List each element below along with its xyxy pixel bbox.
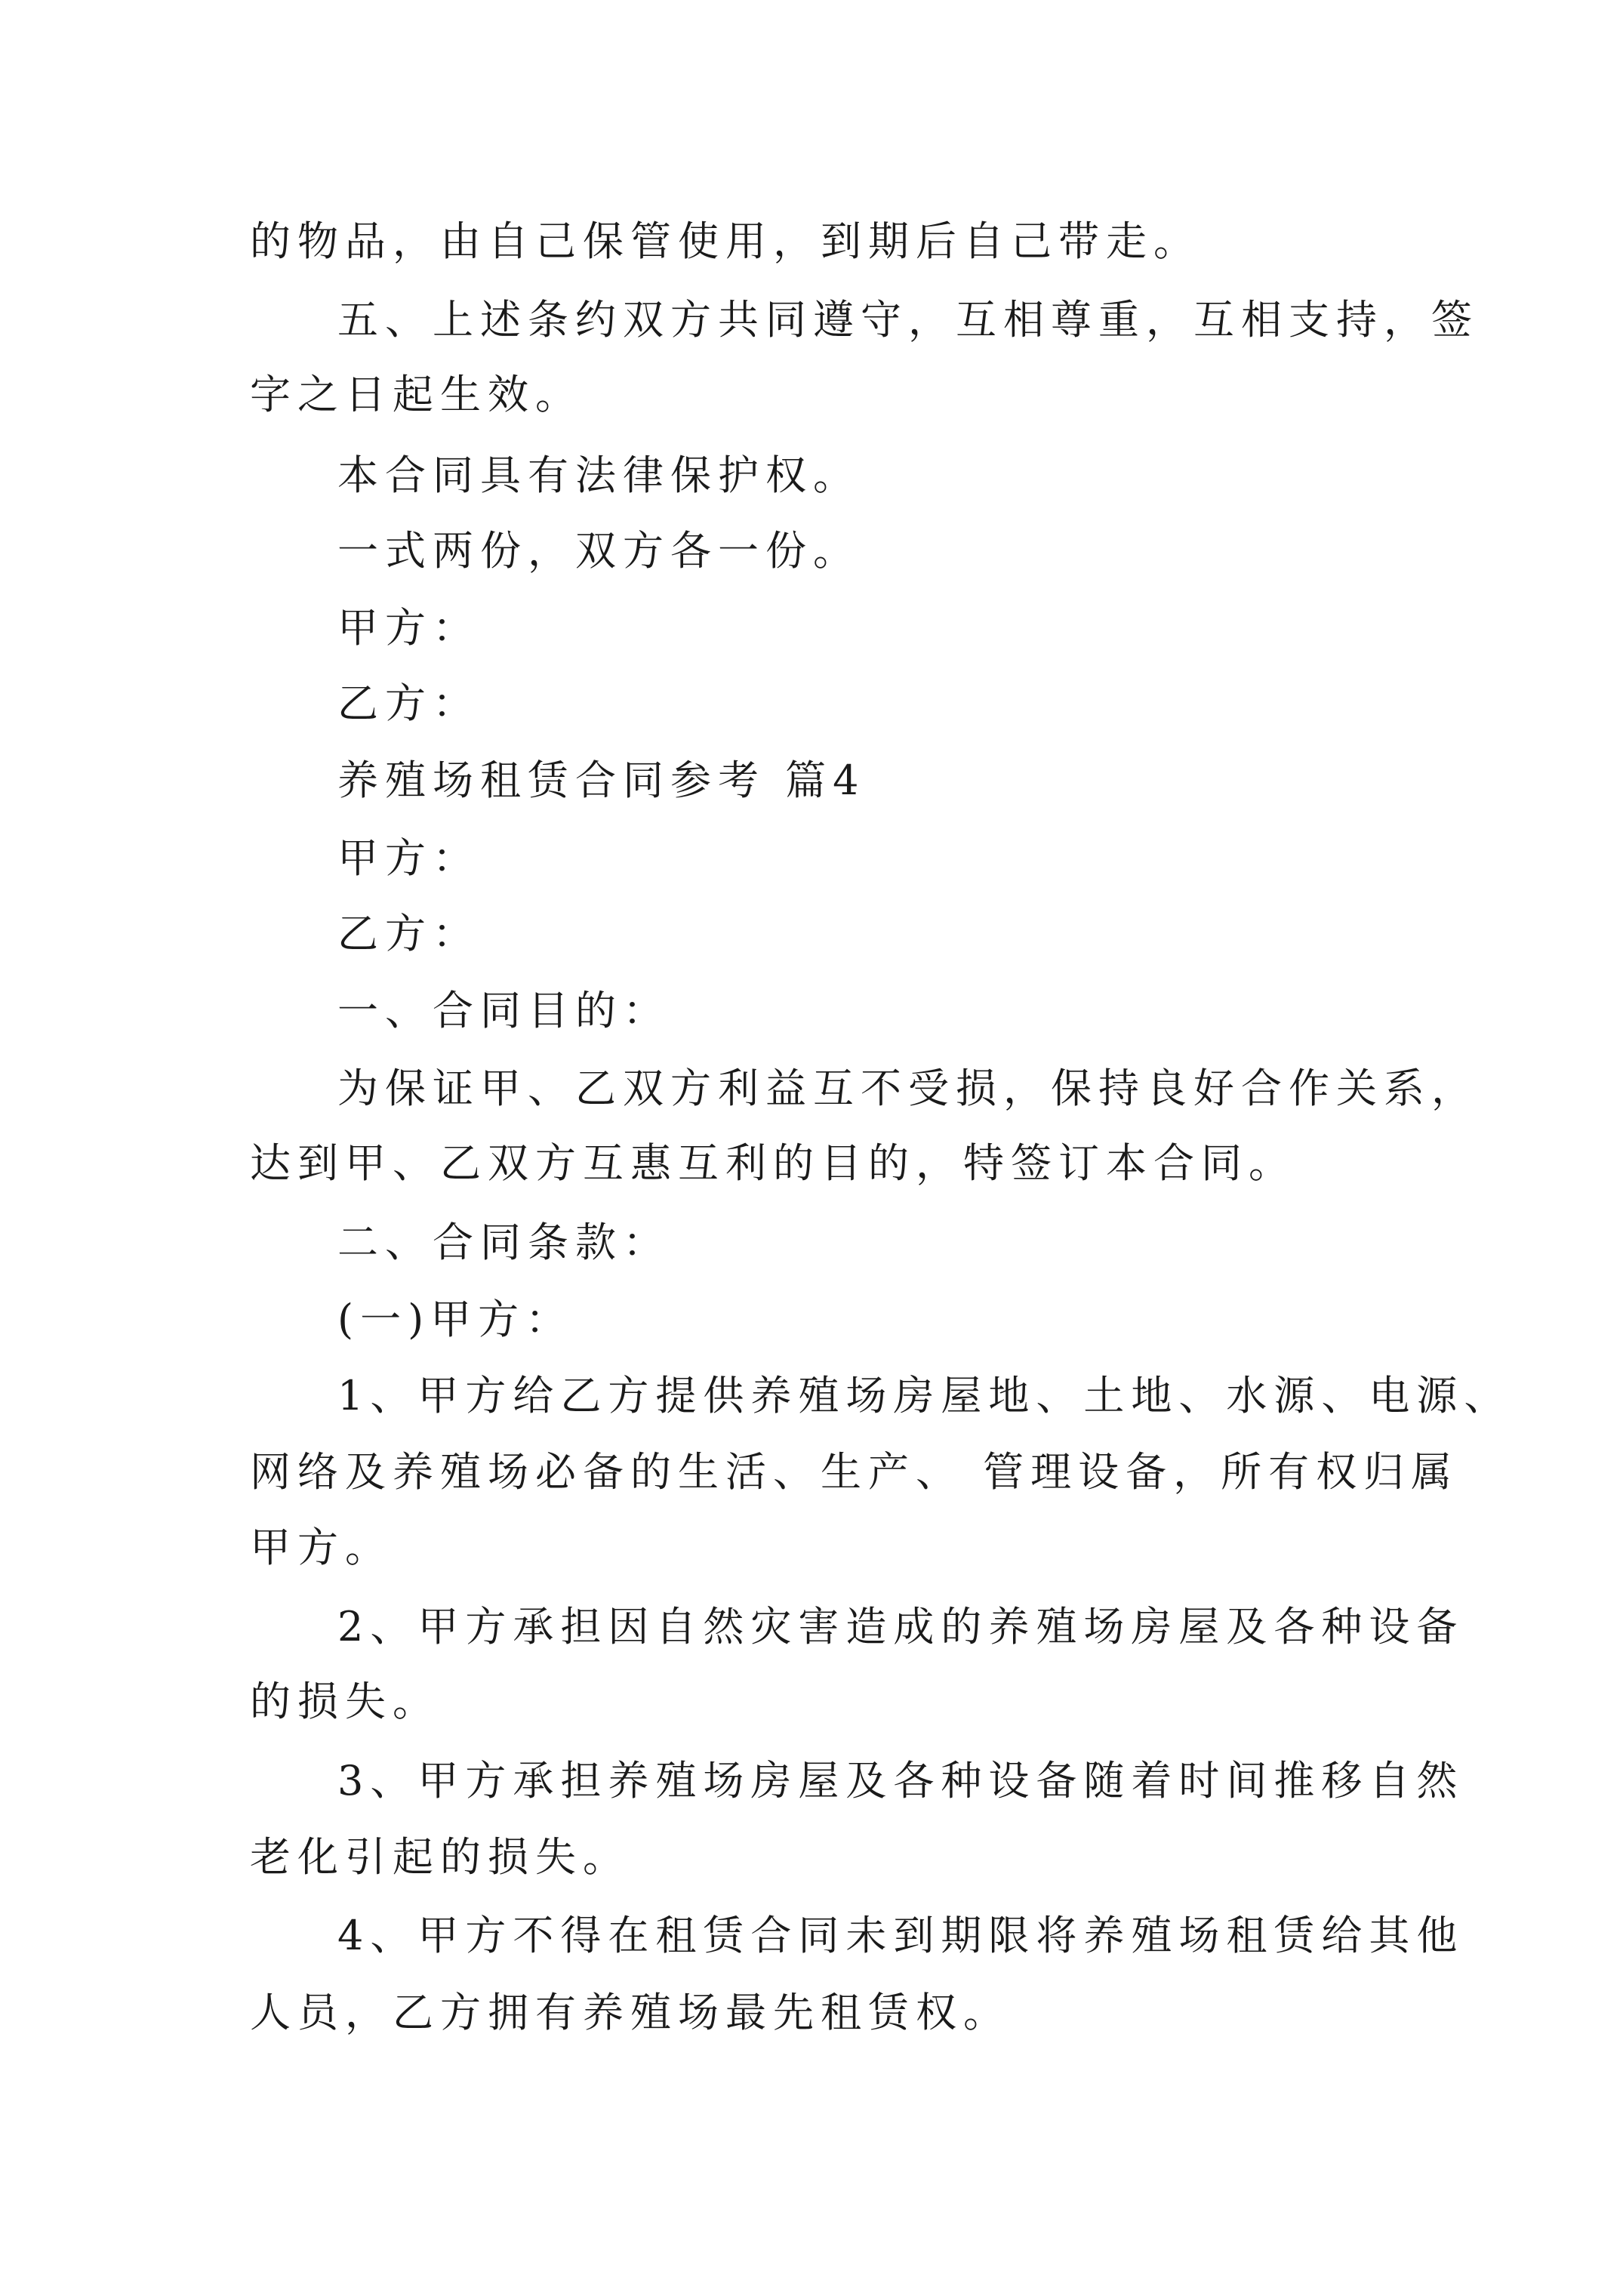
text-line: 2、甲方承担因自然灾害造成的养殖场房屋及各种设备 [337,1603,1464,1650]
text-line: 甲方： [337,834,480,882]
text-line: 本合同具有法律保护权。 [337,451,861,499]
text-line: 网络及养殖场必备的生活、生产、 管理设备，所有权归属 [250,1448,1459,1496]
text-line: 的损失。 [250,1678,440,1725]
text-line: 乙方： [337,910,480,957]
text-line: 甲方。 [250,1524,393,1571]
text-line: 一、合同目的： [337,987,670,1034]
text-line: (一)甲方： [337,1296,574,1343]
section-heading: 养殖场租赁合同参考 篇4 [337,757,866,804]
text-line: 一式两份，双方各一份。 [337,527,861,575]
text-line: 人员，乙方拥有养殖场最先租赁权。 [250,1989,1011,2036]
text-line: 4、甲方不得在租赁合同未到期限将养殖场租赁给其他 [337,1912,1464,1959]
text-line: 老化引起的损失。 [250,1833,630,1881]
text-line: 3、甲方承担养殖场房屋及各种设备随着时间推移自然 [337,1757,1464,1804]
text-line: 为保证甲、乙双方利益互不受损，保持良好合作关系， [337,1065,1479,1112]
text-line: 五、上述条约双方共同遵守，互相尊重，互相支持，签 [337,296,1479,344]
text-line: 字之日起生效。 [250,371,583,418]
text-line: 乙方： [337,680,480,727]
text-line: 的物品，由自己保管使用，到期后自己带走。 [250,217,1201,265]
text-line: 1、甲方给乙方提供养殖场房屋地、土地、水源、电源、 [337,1372,1512,1419]
text-line: 二、合同条款： [337,1219,670,1266]
text-line: 甲方： [337,604,480,652]
text-line: 达到甲、乙双方互惠互利的目的，特签订本合同。 [250,1139,1296,1187]
